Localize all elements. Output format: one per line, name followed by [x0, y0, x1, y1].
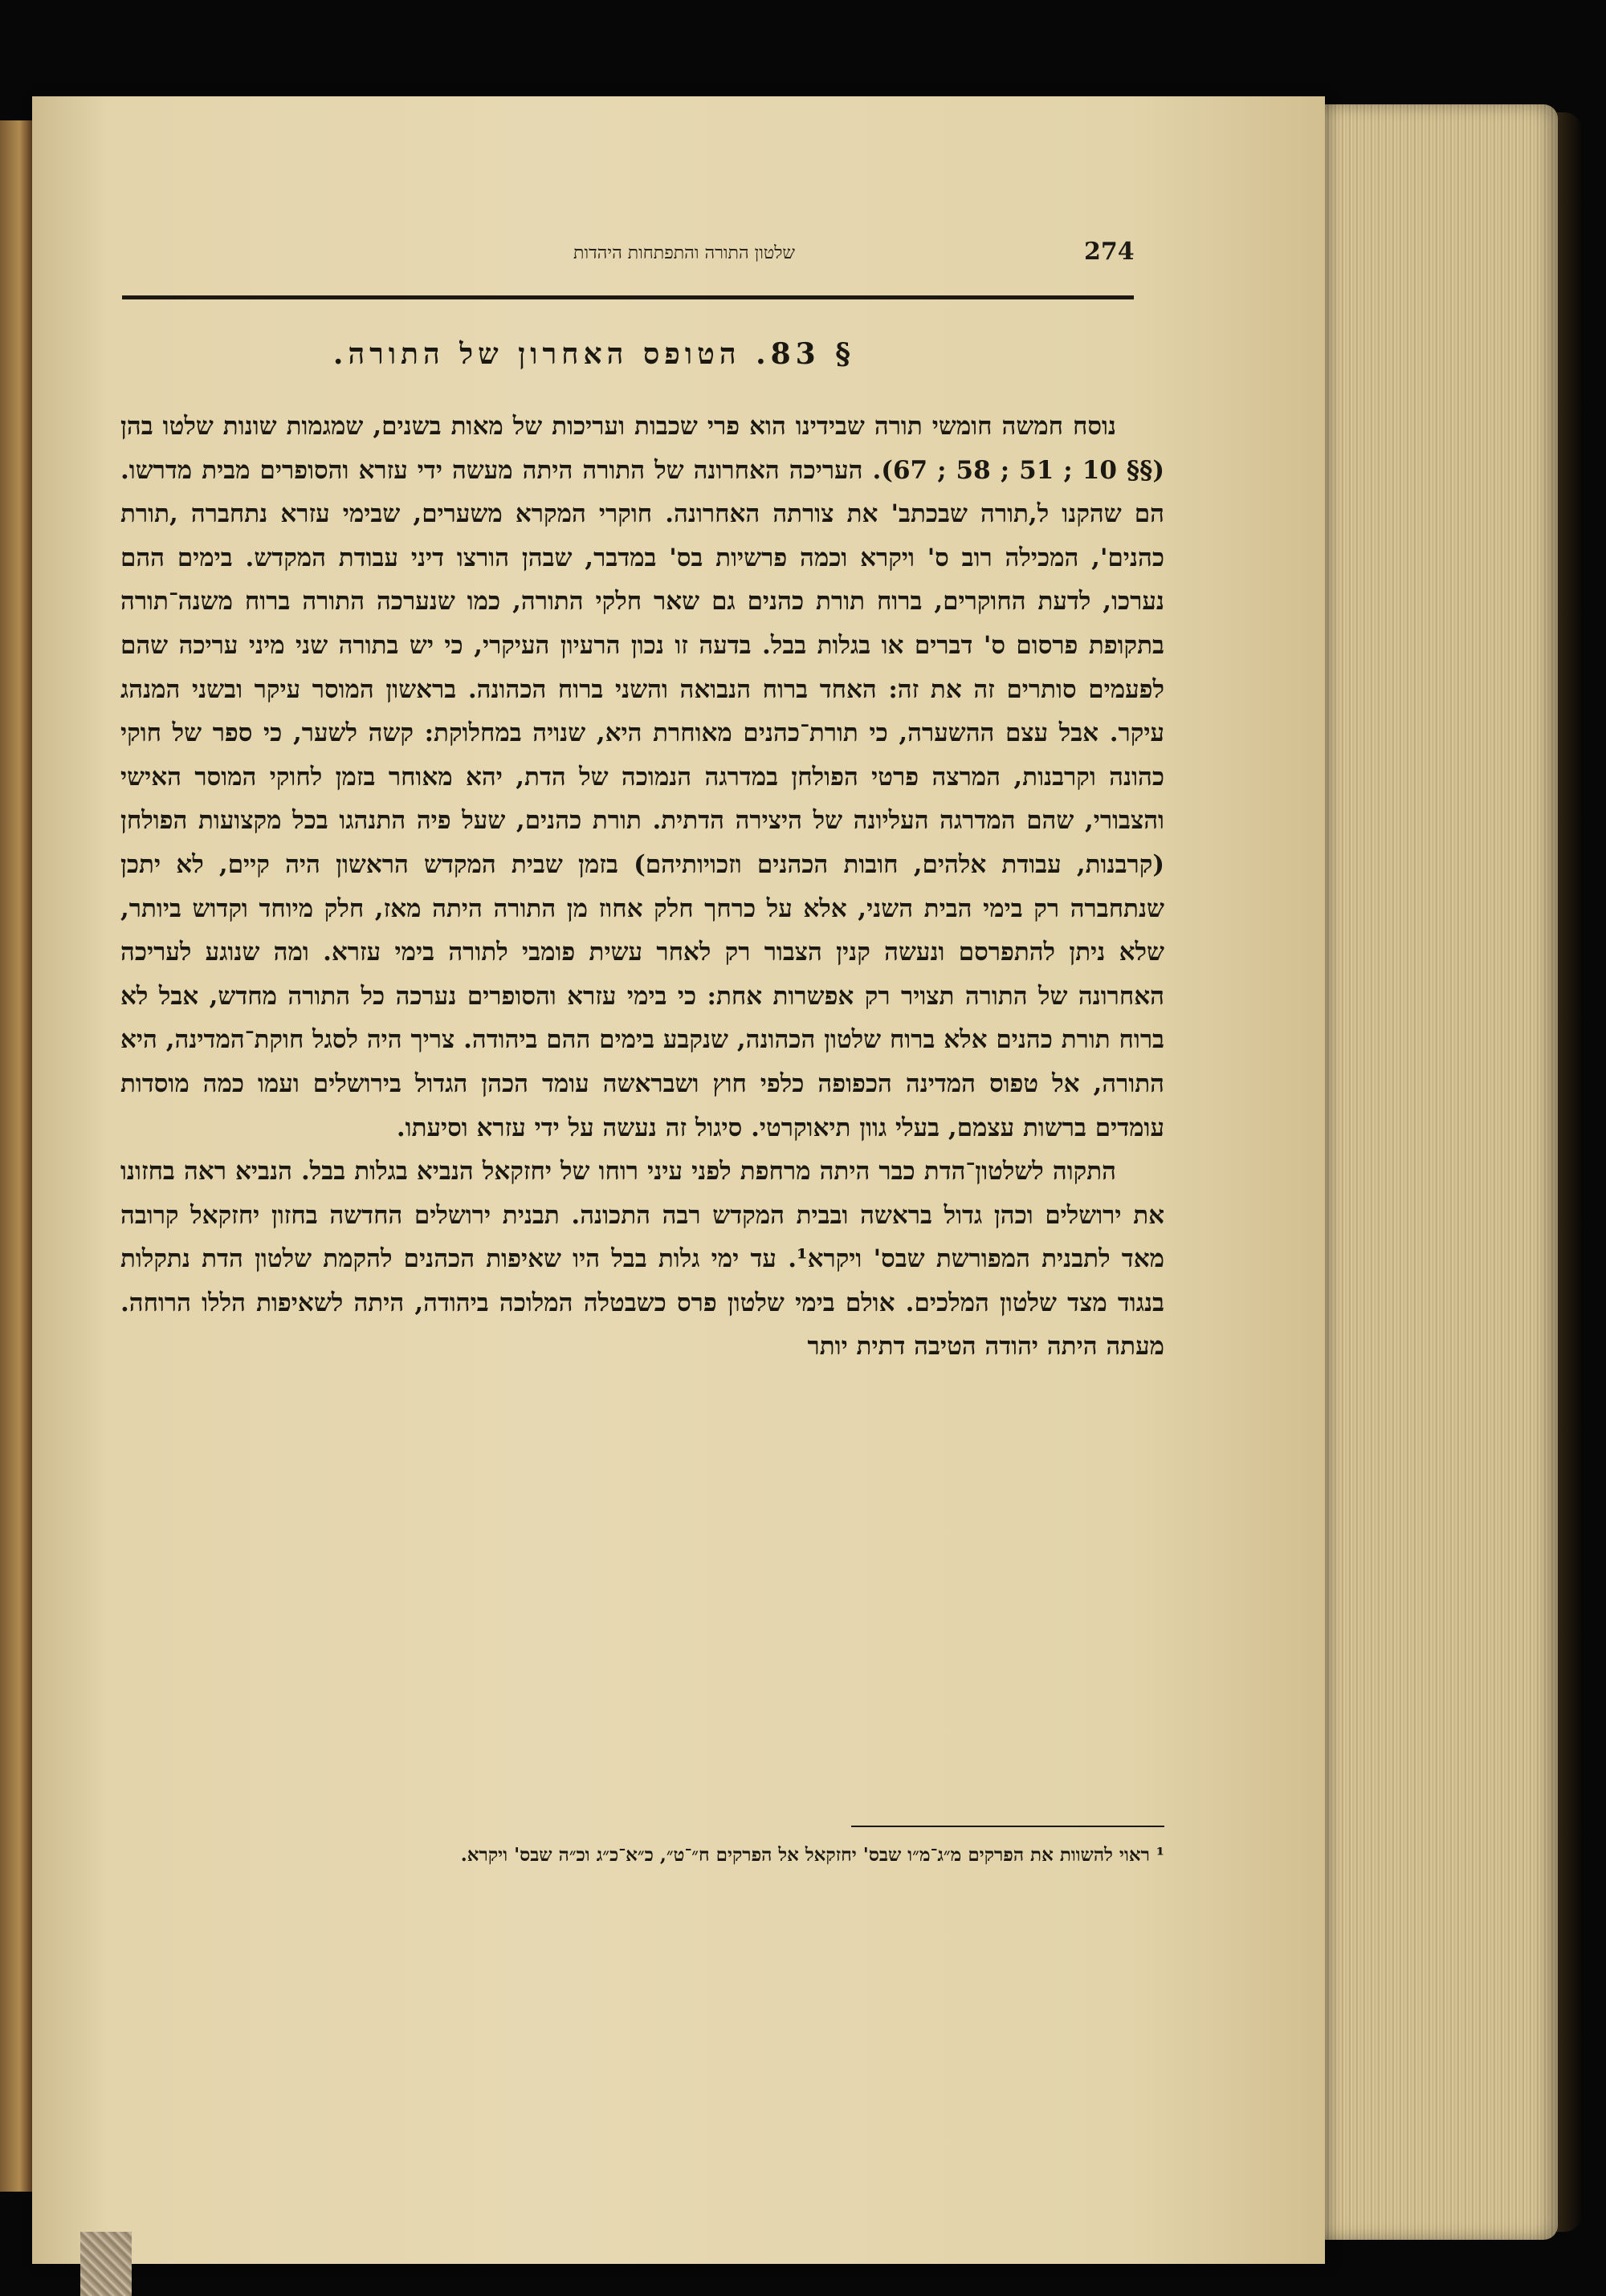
paragraph-1: נוסח חמשה חומשי תורה שבידינו הוא פרי שכבות ועריכות של מאות בשנים, שמגמות שונות שלטו בהן (§§ 10 ; 51 ; 58 ; 67). העריכה האחרונה של התורה היתה מעשה ידי עזרא והסופרים מבית מדרשו. הם שהקנו ל,תורה שבכתב' את צורתה האחרונה. חוקרי המקרא משערים, שבימי עזרא נתחברה ,תורת כהנים', המכילה רוב ס' ויקרא וכמה פרשיות בס' במדבר, שבהן הורצו דיני עבודת המקדש. בימים ההם נערכו, לדעת החוקרים, ברוח תורת כהנים גם שאר חלקי התורה, כמו שנערכה התורה ברוח משנה־תורה בתקופת פרסום ס' דברים או בגלות בבל. בדעה זו נכון הרעיון העיקרי, כי יש בתורה שני מיני עריכה שהם לפעמים סותרים זה את זה: האחד ברוח הנבואה והשני ברוח הכהונה. בראשון המוסר עיקר ובשני המנהג עיקר. אבל עצם ההשערה, כי תורת־כהנים מאוחרת היא, שנויה במחלוקת: קשה לשער, כי ספר של חוקי כהונה וקרבנות, המרצה פרטי הפולחן במדרגה הנמוכה של הדת, יהא מאוחר בזמן לחוקי המוסר האישי והצבורי, שהם המדרגה העליונה של היצירה הדתית. תורת כהנים, שעל פיה התנהגו בכל מקצועות הפולחן (קרבנות, עבודת אלהים, חובות הכהנים וזכויותיהם) בזמן שבית המקדש הראשון היה קיים, לא יתכן שנתחברה רק בימי הבית השני, אלא על כרחך חלק אחוז מן התורה היתה מאז, חלק מיוחד וקדוש ביותר, שלא ניתן להתפרסם ונעשה קנין הצבור רק לאחר עשית פומבי לתורה בימי עזרא. ומה שנוגע לעריכה האחרונה של התורה תצויר רק אפשרות אחת: כי בימי עזרא והסופרים נערכה כל התורה מחדש, אבל לא ברוח תורת כהנים אלא ברוח שלטון הכהונה, שנקבע בימים ההם ביהודה. צריך היה לסגל חוקת־המדינה, היא התורה, אל טפוס המדינה הכפופה כלפי חוץ ושבראשה עומד הכהן הגדול בירושלים ועמו כמה מוסדות עומדים ברשות עצמם, בעלי גוון תיאוקרטי. סיגול זה נעשה על ידי עזרא וסיעתו. — [120, 412, 1165, 1142]
ribbon-bookmark — [80, 2232, 132, 2296]
page-edges-stack — [1317, 104, 1558, 2240]
paragraph-2: התקוה לשלטון־הדת כבר היתה מרחפת לפני עיני רוחו של יחזקאל הנביא בגלות בבל. הנביא ראה בחזונו את ירושלים וכהן גדול בראשה ובבית המקדש רבה התכונה. תבנית ירושלים החדשה בחזון יחזקאל קרובה מאד לתבנית המפורשת שבס' ויקרא¹. עד ימי גלות בבל היו שאיפות הכהנים להקמת שלטון הדת נתקלות בנגוד מצד שלטון המלכים. אולם בימי שלטון פרס כשבטלה המלוכה ביהודה, היתה לשאיפות הללו הרוחה. מעתה היתה יהודה הטיבה דתית יותר — [120, 1157, 1164, 1362]
header-rule — [122, 295, 1134, 299]
book-binding-edge — [0, 120, 32, 2192]
footnote: ¹ ראוי להשוות את הפרקים מ״ג־מ״ו שבס' יחזקאל אל הפרקים ח״־ט״, כ״א־כ״ג וכ״ה שבס' ויקרא. — [460, 1844, 1164, 1866]
body-text — [120, 405, 1164, 1369]
running-title: שלטון התורה והתפתחות היהדות — [573, 243, 795, 263]
footnote-rule — [851, 1826, 1164, 1827]
section-heading: § 83. הטופס האחרון של התורה. — [332, 337, 856, 371]
page-number: 274 — [1084, 238, 1135, 266]
